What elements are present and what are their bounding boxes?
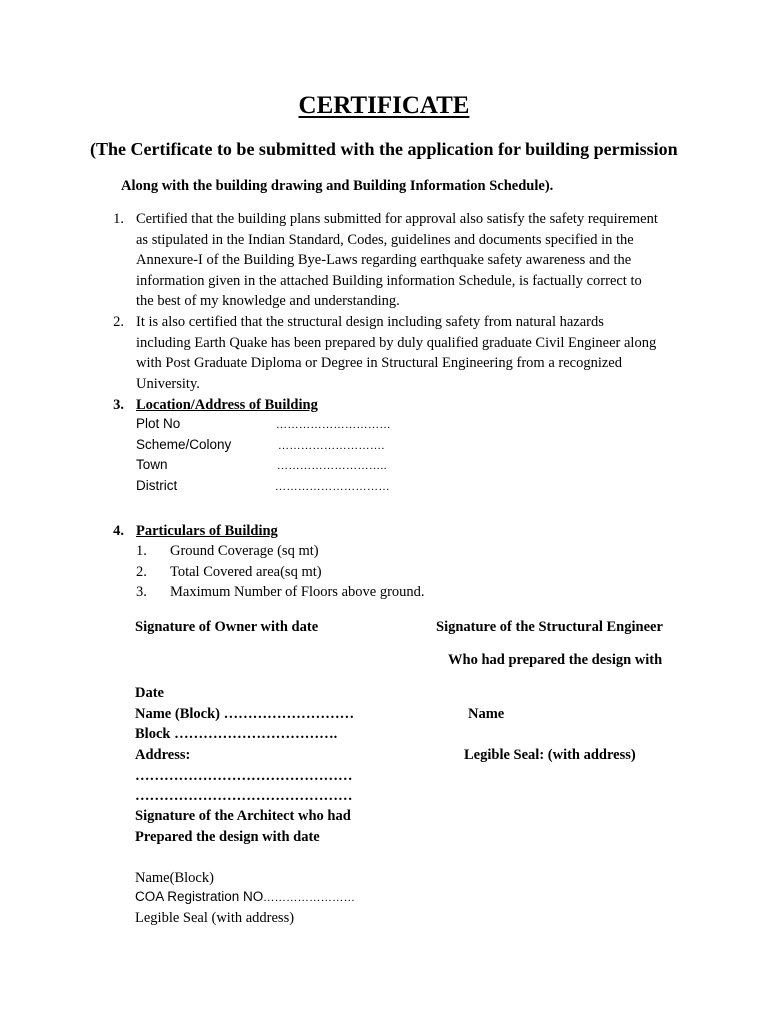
item-1-line: as stipulated in the Indian Standard, Codes, guidelines and documents specified in the — [136, 231, 634, 248]
particular-2-text: Total Covered area(sq mt) — [170, 564, 322, 580]
owner-address-line: ……………………………………… — [135, 768, 353, 784]
item-2-line: with Post Graduate Diploma or Degree in Structural Engineering from a recognized — [136, 355, 622, 371]
scheme-colony-blank: ………………………. — [278, 440, 385, 452]
particular-1-number: 1. — [136, 543, 147, 559]
page-title: CERTIFICATE — [298, 92, 470, 119]
district-blank: ………………………… — [275, 481, 390, 493]
owner-signature-label: Signature of Owner with date — [135, 619, 319, 635]
particular-3-text: Maximum Number of Floors above ground. — [170, 584, 425, 600]
item-1-number: 1. — [113, 211, 124, 227]
item-1-line: Annexure-I of the Building Bye-Laws regarding earthquake safety awareness and the — [136, 252, 632, 268]
location-heading: Location/Address of Building — [136, 397, 318, 413]
town-blank: ……………………….. — [277, 460, 387, 472]
architect-name-block-label: Name(Block) — [135, 870, 214, 886]
engineer-prepared-label: Who had prepared the design with — [448, 652, 663, 668]
coa-registration-label: COA Registration NO — [135, 889, 264, 904]
coa-registration-field — [135, 888, 355, 906]
owner-block-field: Block ……………………………. — [135, 726, 338, 742]
scheme-colony-label: Scheme/Colony — [136, 437, 232, 452]
certificate-subtitle: (The Certificate to be submitted with the application for building permission — [90, 139, 678, 159]
architect-seal-label: Legible Seal (with address) — [135, 910, 295, 926]
plot-no-label: Plot No — [136, 416, 181, 431]
engineer-signature-label: Signature of the Structural Engineer — [436, 619, 663, 635]
architect-signature-label-continued: Prepared the design with date — [135, 829, 320, 845]
plot-no-blank: ………………………… — [276, 419, 391, 431]
item-2-paragraph — [136, 312, 696, 394]
owner-date-label: Date — [135, 685, 164, 701]
owner-name-block-field: Name (Block) ……………………… — [135, 706, 355, 722]
location-number: 3. — [113, 397, 124, 413]
item-1-line: Certified that the building plans submitted for approval also satisfy the safety requirement — [136, 211, 658, 227]
architect-signature-label: Signature of the Architect who had — [135, 808, 351, 824]
town-label: Town — [136, 457, 168, 472]
particulars-number: 4. — [113, 523, 124, 539]
coa-registration-blank: …………………… — [263, 892, 356, 904]
owner-address-label: Address: — [135, 747, 191, 763]
item-2-line: University. — [136, 375, 200, 392]
particular-3-number: 3. — [136, 584, 147, 600]
item-1-paragraph — [136, 209, 696, 312]
item-2-line: including Earth Quake has been prepared by duly qualified graduate Civil Engineer along — [136, 334, 657, 351]
particular-1-text: Ground Coverage (sq mt) — [170, 543, 319, 559]
engineer-seal-label: Legible Seal: (with address) — [464, 747, 636, 763]
particular-2-number: 2. — [136, 564, 147, 580]
particulars-heading: Particulars of Building — [136, 523, 278, 539]
item-1-line: information given in the attached Building information Schedule, is factually correct to — [136, 272, 642, 289]
engineer-name-label: Name — [468, 706, 505, 722]
certificate-subtitle-continued: Along with the building drawing and Building Information Schedule). — [121, 178, 554, 194]
item-2-line: It is also certified that the structural design including safety from natural hazards — [136, 314, 604, 330]
item-1-line: the best of my knowledge and understanding. — [136, 293, 400, 309]
district-label: District — [136, 478, 178, 493]
owner-address-line: ……………………………………… — [135, 788, 353, 804]
item-2-number: 2. — [113, 314, 124, 330]
